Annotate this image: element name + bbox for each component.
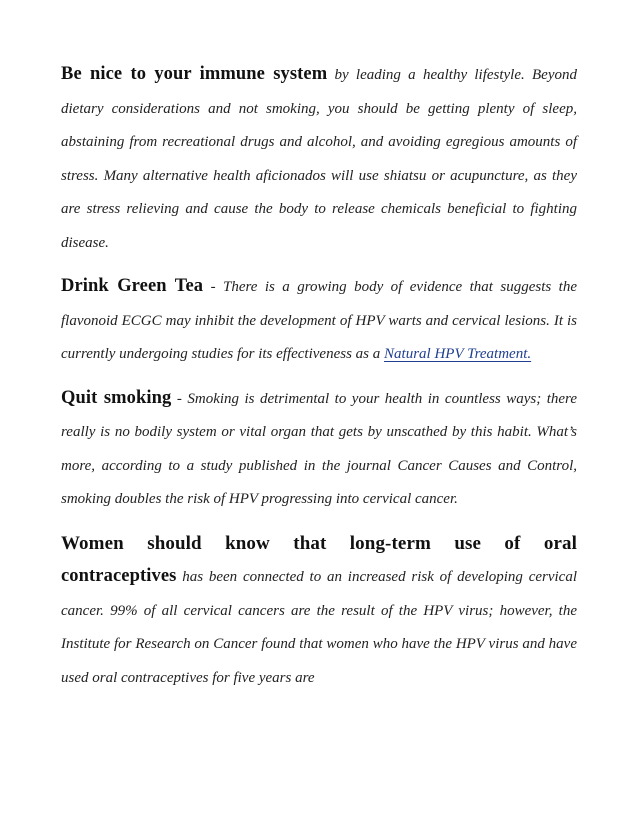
paragraph-immune-system: [61, 58, 577, 260]
heading-green-tea: Drink Green Tea: [61, 276, 204, 296]
heading-oral-contraceptives-continued: contraceptives: [61, 566, 177, 586]
heading-quit-smoking: Quit smoking: [61, 387, 172, 408]
paragraph-oral-contraceptives: [61, 527, 577, 696]
paragraph-text: has been connected to an increased risk of developing cervical cancer. 99% of all cervical cancers are the result of the HPV virus; however, the Institute for Research on Cancer found that women who have the HPV virus and have used oral contraceptives for five years are: [61, 569, 577, 686]
paragraph-text: by leading a healthy lifestyle. Beyond dietary considerations and not smoking, you should be getting plenty of sleep, abstaining from recreational drugs and alcohol, and avoiding egregious amounts of stress. Many alternative health aficionados will use shiatsu or acupuncture, as they are stress relieving and cause the body to release chemicals beneficial to fighting disease.: [61, 67, 577, 251]
heading-immune-system: Be nice to your immune system: [61, 64, 328, 84]
paragraph-text: Smoking is detrimental to your health in countless ways; there really is no bodily system or vital organ that gets by unscathed by this habit. What’s more, according to a study published in the journal Cancer Causes and Control, smoking doubles the risk of HPV progressing into cervical cancer.: [61, 390, 577, 507]
natural-hpv-treatment-link[interactable]: Natural HPV Treatment.: [384, 346, 532, 362]
document-page: [61, 58, 577, 705]
paragraph-green-tea: [61, 270, 577, 372]
heading-oral-contraceptives: Women should know that long-term use of oral: [61, 532, 577, 554]
paragraph-text: There is a growing body of evidence that suggests the flavonoid ECGC may inhibit the development of HPV warts and cervical lesions. It is currently undergoing studies for its effectiveness as a: [61, 279, 577, 362]
separator-dash: -: [171, 390, 188, 407]
paragraph-quit-smoking: [61, 382, 577, 517]
separator-dash: -: [203, 279, 223, 295]
